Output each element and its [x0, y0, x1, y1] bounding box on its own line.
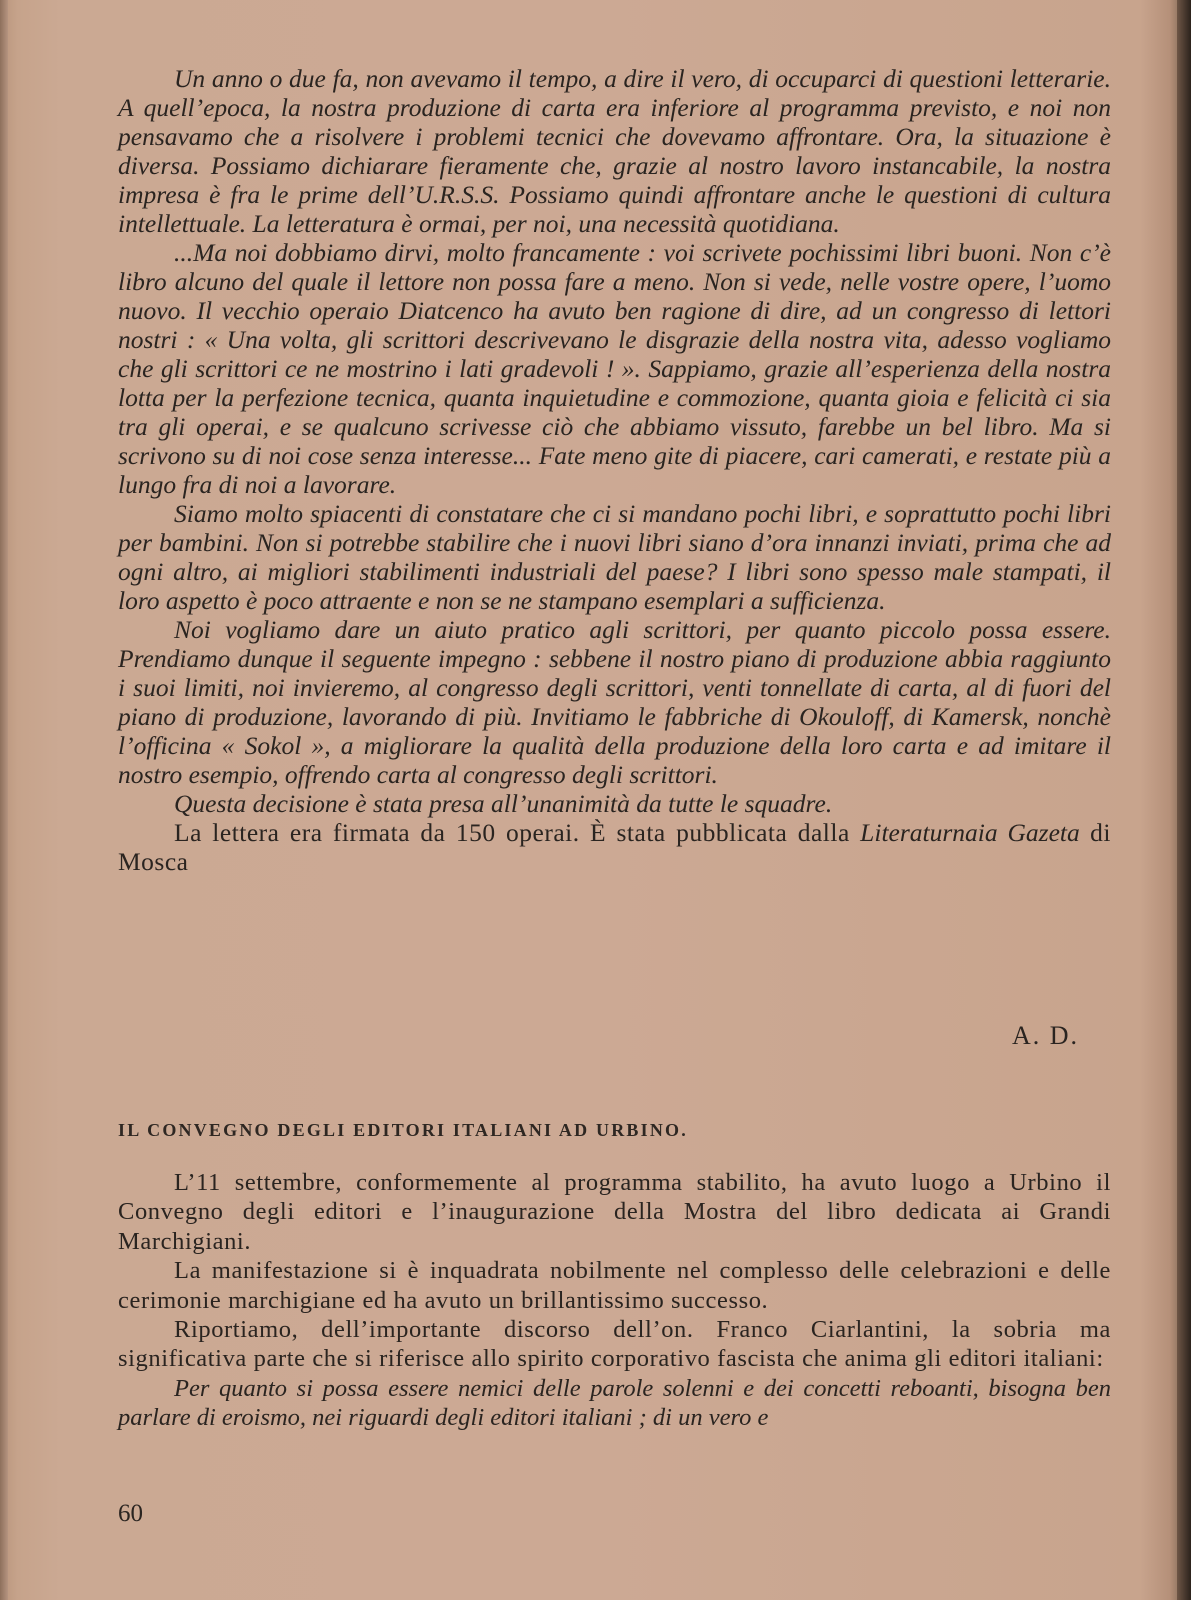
- section-paragraph-3: Riportiamo, dell’importante discorso dell’on. Franco Ciarlantini, la sobria ma significativa parte che si riferisce allo spirito corporativo fascista che anima gli editori italiani:: [118, 1316, 1111, 1373]
- letter-closing: [118, 818, 1111, 876]
- letter-text: [118, 64, 1111, 876]
- section-paragraph-2: La manifestazione si è inquadrata nobilmente nel complesso delle celebrazioni e delle cerimonie marchigiane ed ha avuto un brillantissimo successo.: [118, 1257, 1111, 1314]
- closing-suffix: di Mosca: [118, 818, 1111, 876]
- signature: A. D.: [1012, 1021, 1080, 1050]
- section-text: [118, 1168, 1111, 1433]
- speech-quote: Per quanto si possa essere nemici delle parole solenni e dei concetti reboanti, bisogna ben parlare di eroismo, nei riguardi degli editori italiani ; di un vero e: [118, 1374, 1111, 1432]
- letter-paragraph-4: Noi vogliamo dare un aiuto pratico agli scrittori, per quanto piccolo possa essere. Prendiamo dunque il seguente impegno : sebbene il nostro piano di produzione abbia raggiunto i suoi limiti, noi invieremo, al congresso degli scrittori, venti tonnellate di carta, al di fuori del piano di produzione, lavorando di più. Invitiamo le fabbriche di Okouloff, di Kamersk, nonchè l’officina « Sokol », a migliorare la qualità della produzione della loro carta e ad imitare il nostro esempio, offrendo carta al congresso degli scrittori.: [118, 615, 1111, 789]
- letter-paragraph-1: Un anno o due fa, non avevamo il tempo, a dire il vero, di occuparci di questioni letterarie. A quell’epoca, la nostra produzione di carta era inferiore al programma previsto, e noi non pensavamo che a risolvere i problemi tecnici che dovevamo affrontare. Ora, la situazione è diversa. Possiamo dichiarare fieramente che, grazie al nostro lavoro instancabile, la nostra impresa è fra le prime dell’U.R.S.S. Possiamo quindi affrontare anche le questioni di cultura intellettuale. La letteratura è ormai, per noi, una necessità quotidiana.: [118, 64, 1111, 238]
- page-right-edge: [1177, 0, 1191, 1600]
- page-number: 60: [118, 1500, 143, 1527]
- section-heading: IL CONVEGNO DEGLI EDITORI ITALIANI AD URBINO.: [118, 1120, 688, 1140]
- section-paragraph-1: L’11 settembre, conformemente al programma stabilito, ha avuto luogo a Urbino il Convegno degli editori e l’inaugurazione della Mostra del libro dedicata ai Grandi Marchigiani.: [118, 1169, 1111, 1255]
- letter-paragraph-2: ...Ma noi dobbiamo dirvi, molto francamente : voi scrivete pochissimi libri buoni. Non c’è libro alcuno del quale il lettore non possa fare a meno. Non si vede, nelle vostre opere, l’uomo nuovo. Il vecchio operaio Diatcenco ha avuto ben ragione di dire, ad un congresso di lettori nostri : « Una volta, gli scrittori descrivevano le disgrazie della nostra vita, adesso vogliamo che gli scrittori ce ne mostrino i lati gradevoli ! ». Sappiamo, grazie all’esperienza della nostra lotta per la perfezione tecnica, quanta inquietudine e commozione, quanta gioia e felicità ci sia tra gli operai, e se qualcuno scrivesse ciò che abbiamo vissuto, farebbe un bel libro. Ma si scrivono su di noi cose senza interesse... Fate meno gite di piacere, cari camerati, e restate più a lungo fra di noi a lavorare.: [118, 238, 1111, 499]
- letter-paragraph-3: Siamo molto spiacenti di constatare che ci si mandano pochi libri, e soprattutto pochi libri per bambini. Non si potrebbe stabilire che i nuovi libri siano d’ora innanzi inviati, prima che ad ogni altro, ai migliori stabilimenti industriali del paese? I libri sono spesso male stampati, il loro aspetto è poco attraente e non se ne stampano esemplari a sufficienza.: [118, 499, 1111, 615]
- closing-prefix: La lettera era firmata da 150 operai. È stata pubblicata dalla: [174, 818, 861, 847]
- newspaper-title: Literaturnaia Gazeta: [860, 818, 1080, 847]
- page-left-edge: [0, 0, 8, 1600]
- letter-paragraph-5: Questa decisione è stata presa all’unanimità da tutte le squadre.: [174, 789, 833, 818]
